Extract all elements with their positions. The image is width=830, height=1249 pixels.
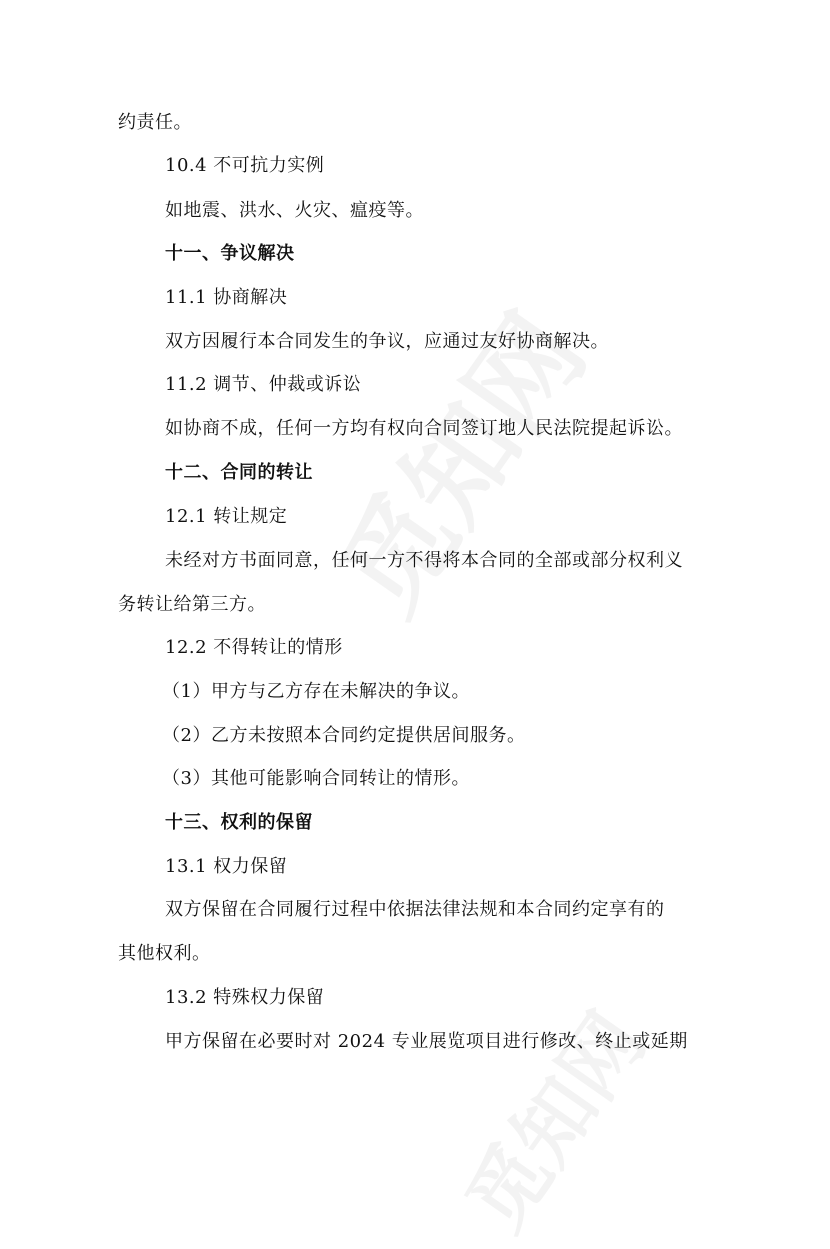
list-item: （2）乙方未按照本合同约定提供居间服务。	[162, 725, 526, 746]
clause-title: 11.1 协商解决	[165, 287, 288, 308]
paragraph: 甲方保留在必要时对 2024 专业展览项目进行修改、终止或延期	[165, 1031, 688, 1052]
clause-title: 11.2 调节、仲裁或诉讼	[165, 374, 362, 395]
paragraph: 双方因履行本合同发生的争议，应通过友好协商解决。	[165, 331, 609, 352]
clause-title: 10.4 不可抗力实例	[165, 155, 325, 176]
clause-title: 13.2 特殊权力保留	[165, 987, 325, 1008]
paragraph-continuation: 其他权利。	[118, 943, 211, 964]
paragraph: 如地震、洪水、火灾、瘟疫等。	[165, 200, 424, 221]
paragraph-continuation: 约责任。	[118, 112, 192, 133]
section-heading: 十三、权利的保留	[165, 812, 313, 833]
section-heading: 十二、合同的转让	[165, 462, 313, 483]
section-heading: 十一、争议解决	[165, 243, 295, 264]
clause-title: 12.1 转让规定	[165, 506, 288, 527]
paragraph: 如协商不成，任何一方均有权向合同签订地人民法院提起诉讼。	[165, 418, 683, 439]
paragraph-continuation: 务转让给第三方。	[118, 594, 266, 615]
watermark	[434, 986, 666, 1249]
paragraph: 双方保留在合同履行过程中依据法律法规和本合同约定享有的	[165, 899, 665, 920]
paragraph: 未经对方书面同意，任何一方不得将本合同的全部或部分权利义	[165, 550, 683, 571]
clause-title: 13.1 权力保留	[165, 856, 288, 877]
clause-title: 12.2 不得转让的情形	[165, 637, 343, 658]
list-item: （1）甲方与乙方存在未解决的争议。	[162, 681, 470, 702]
list-item: （3）其他可能影响合同转让的情形。	[162, 768, 470, 789]
